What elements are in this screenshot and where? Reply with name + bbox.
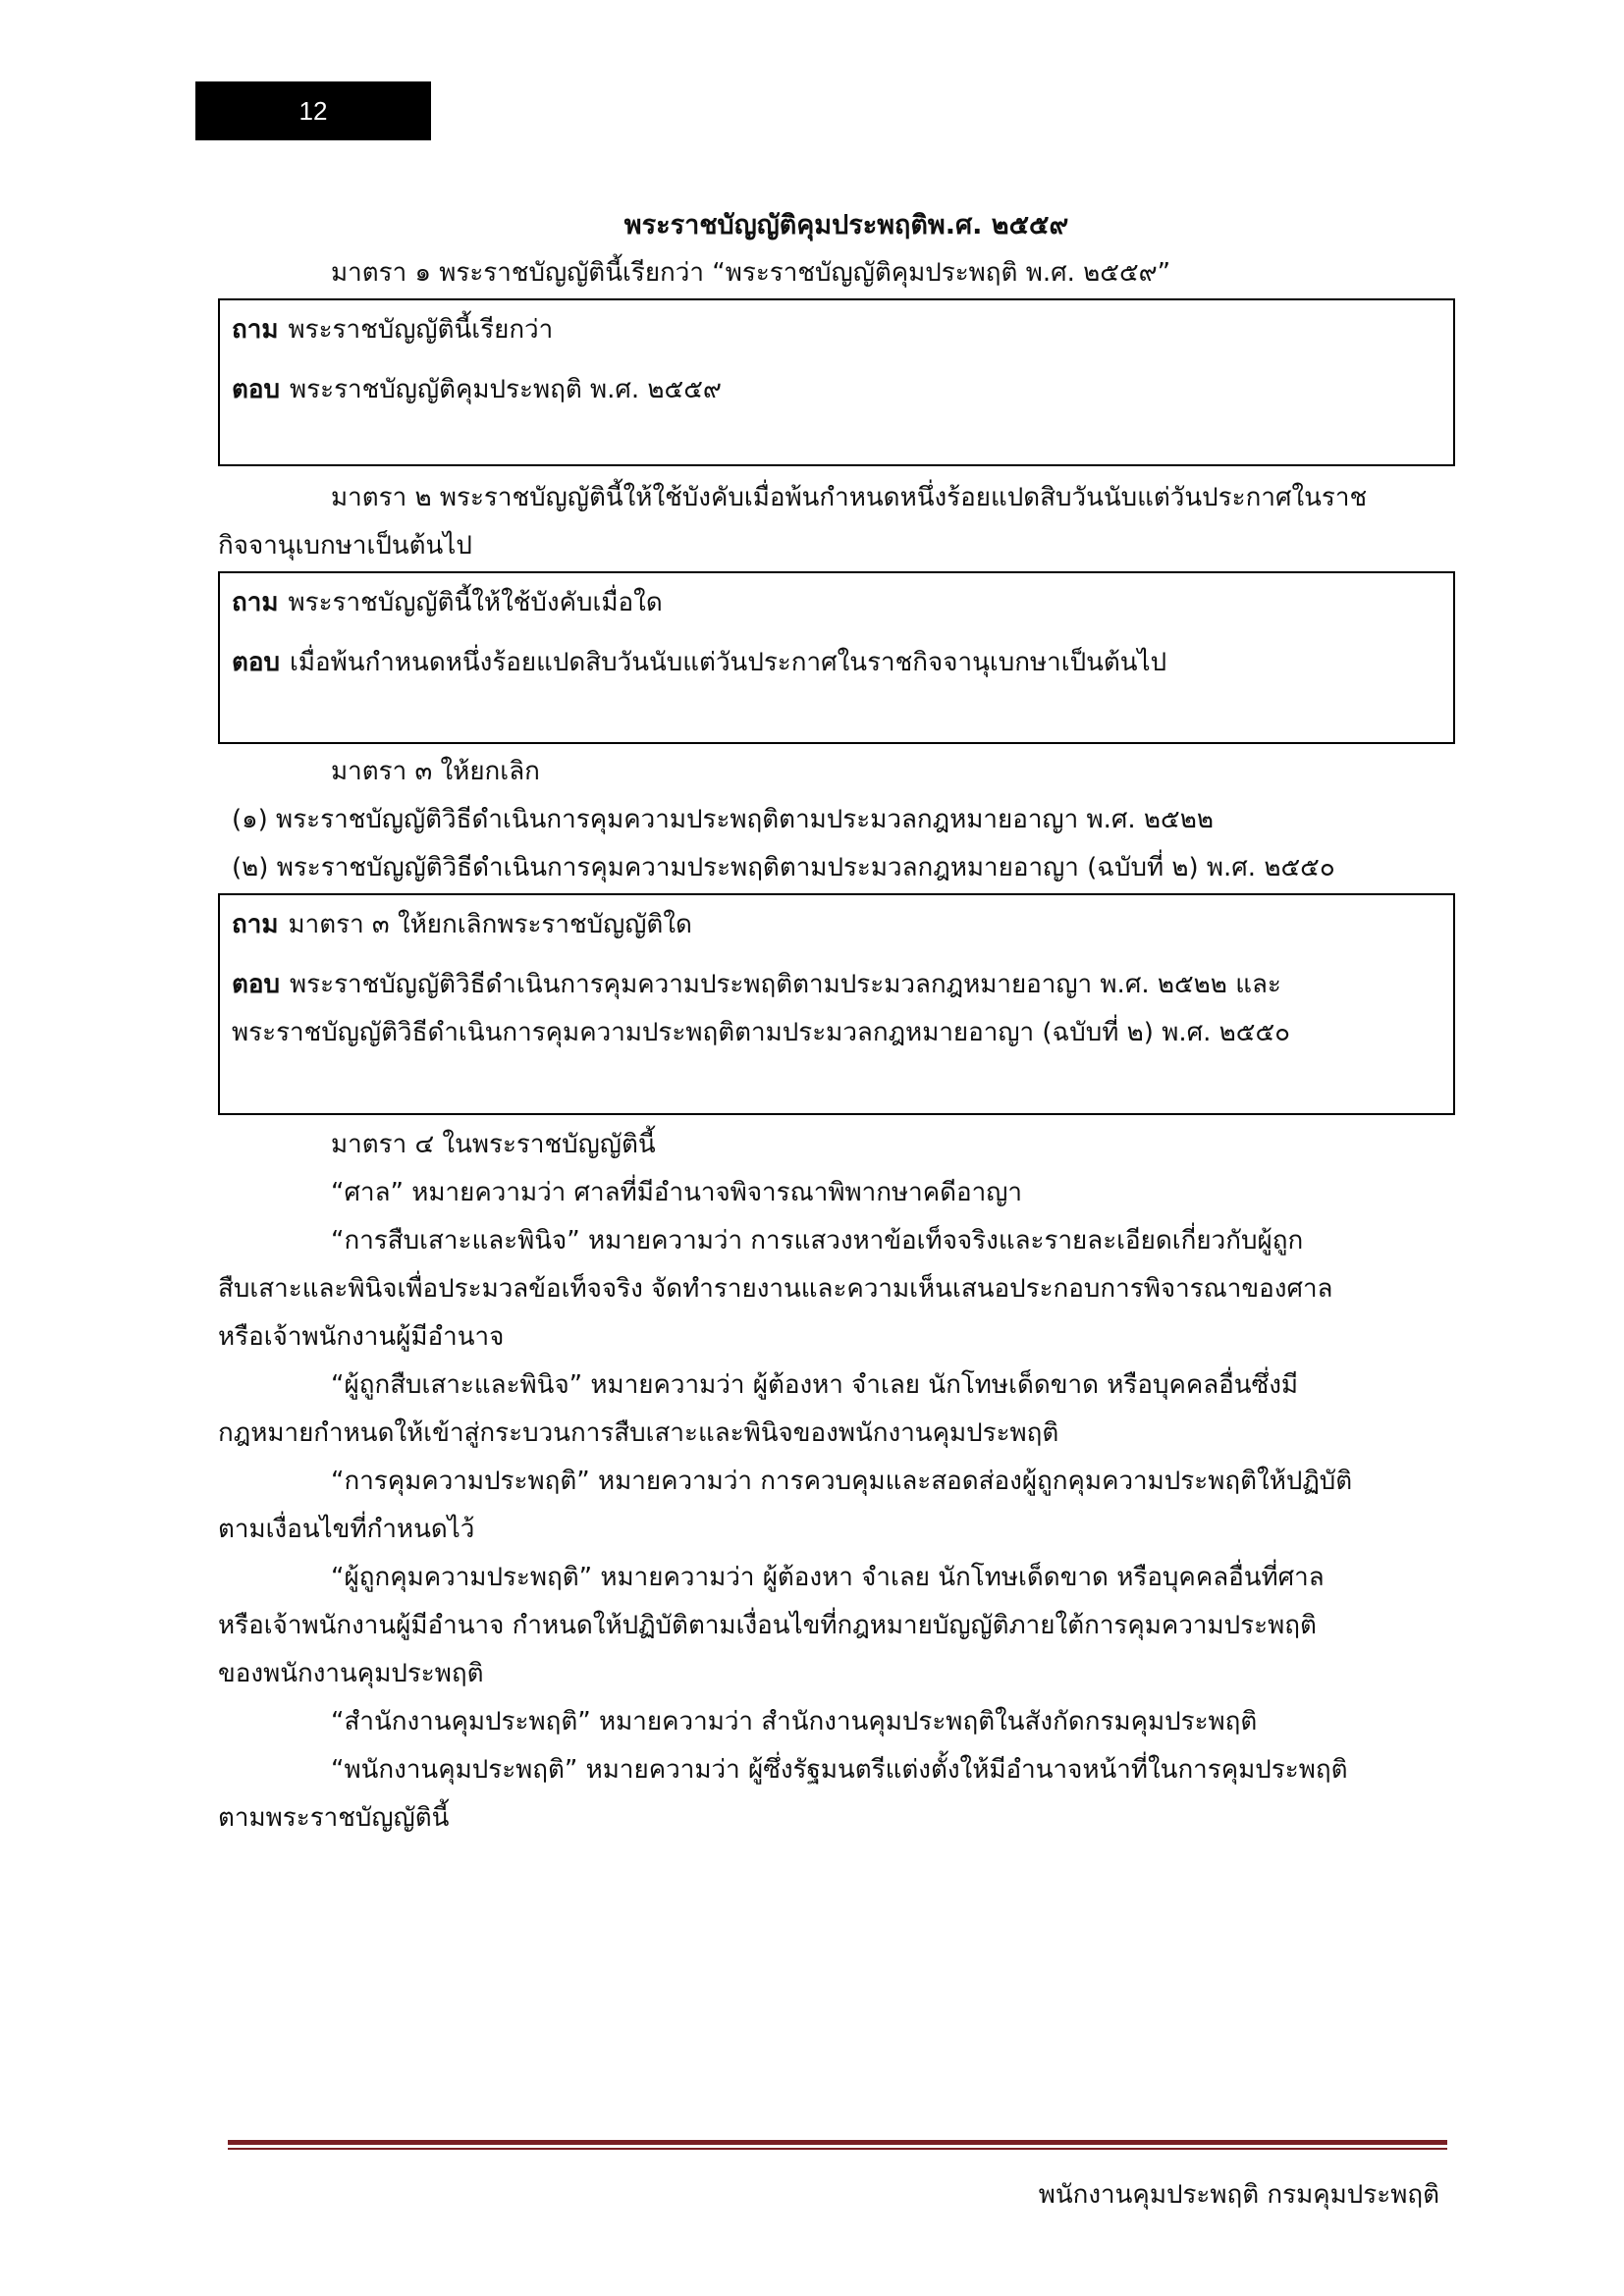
question-text: พระราชบัญญัตินี้เรียกว่า — [288, 315, 554, 345]
question-row — [232, 579, 1441, 627]
document-title: พระราชบัญญัติคุมประพฤติพ.ศ. ๒๕๕๙ — [623, 210, 1069, 240]
definition-investigation-cont: สืบเสาะและพินิจเพื่อประมวลข้อเท็จจริง จัดทำรายงานและความเห็นเสนอประกอบการพิจารณาของศาล — [218, 1274, 1333, 1304]
answer-label: ตอบ — [232, 375, 281, 404]
section-2-line-1: มาตรา ๒ พระราชบัญญัตินี้ให้ใช้บังคับเมื่อพ้นกำหนดหนึ่งร้อยแปดสิบวันนับแต่วันประกาศในราช — [331, 483, 1368, 512]
question-row — [232, 901, 1441, 949]
footer-text: พนักงานคุมประพฤติ กรมคุมประพฤติ — [1038, 2180, 1439, 2210]
definition-probationer-cont: ของพนักงานคุมประพฤติ — [218, 1659, 484, 1688]
answer-row — [232, 366, 1441, 414]
answer-row — [232, 961, 1441, 1009]
footer-divider-thin — [228, 2148, 1447, 2150]
question-label: ถาม — [232, 910, 279, 939]
answer-row-continued — [232, 1009, 1441, 1057]
section-2-line-2: กิจจานุเบกษาเป็นต้นไป — [218, 531, 472, 561]
definition-investigated-person: “ผู้ถูกสืบเสาะและพินิจ” หมายความว่า ผู้ต้องหา จำเลย นักโทษเด็ดขาด หรือบุคคลอื่นซึ่งมี — [331, 1370, 1299, 1400]
definition-probation-office: “สำนักงานคุมประพฤติ” หมายความว่า สำนักงานคุมประพฤติในสังกัดกรมคุมประพฤติ — [331, 1707, 1258, 1736]
definition-probationer: “ผู้ถูกคุมความประพฤติ” หมายความว่า ผู้ต้องหา จำเลย นักโทษเด็ดขาด หรือบุคคลอื่นที่ศาล — [331, 1563, 1325, 1592]
page-number: 12 — [195, 81, 431, 140]
section-3-text: มาตรา ๓ ให้ยกเลิก — [331, 757, 540, 786]
question-text: พระราชบัญญัตินี้ให้ใช้บังคับเมื่อใด — [288, 588, 663, 617]
question-label: ถาม — [232, 588, 279, 617]
document-body — [218, 201, 1455, 1842]
qa-box-section-1 — [218, 298, 1455, 466]
qa-box-section-3 — [218, 893, 1455, 1115]
definition-investigated-person-cont: กฎหมายกำหนดให้เข้าสู่กระบวนการสืบเสาะและพินิจของพนักงานคุมประพฤติ — [218, 1418, 1059, 1448]
question-text: มาตรา ๓ ให้ยกเลิกพระราชบัญญัติใด — [288, 910, 692, 939]
definition-probation-cont: ตามเงื่อนไขที่กำหนดไว้ — [218, 1515, 475, 1544]
qa-box-section-2 — [218, 571, 1455, 744]
definition-probation-officer: “พนักงานคุมประพฤติ” หมายความว่า ผู้ซึ่งรัฐมนตรีแต่งตั้งให้มีอำนาจหน้าที่ในการคุมประพฤติ — [331, 1755, 1348, 1785]
answer-label: ตอบ — [232, 648, 281, 677]
section-3-item-2: (๒) พระราชบัญญัติวิธีดำเนินการคุมความประพฤติตามประมวลกฎหมายอาญา (ฉบับที่ ๒) พ.ศ. ๒๕๕๐ — [232, 853, 1335, 882]
definition-court: “ศาล” หมายความว่า ศาลที่มีอำนาจพิจารณาพิพากษาคดีอาญา — [331, 1178, 1022, 1207]
definition-probation-officer-cont: ตามพระราชบัญญัตินี้ — [218, 1803, 450, 1833]
section-4-text: มาตรา ๔ ในพระราชบัญญัตินี้ — [331, 1130, 656, 1159]
answer-text: เมื่อพ้นกำหนดหนึ่งร้อยแปดสิบวันนับแต่วันประกาศในราชกิจจานุเบกษาเป็นต้นไป — [290, 648, 1167, 677]
definition-probationer-cont: หรือเจ้าพนักงานผู้มีอำนาจ กำหนดให้ปฏิบัติตามเงื่อนไขที่กฎหมายบัญญัติภายใต้การคุมความประพฤติ — [218, 1611, 1317, 1640]
answer-row — [232, 639, 1441, 687]
question-row — [232, 306, 1441, 354]
section-1-text: มาตรา ๑ พระราชบัญญัตินี้เรียกว่า “พระราชบัญญัติคุมประพฤติ พ.ศ. ๒๕๕๙” — [331, 258, 1171, 288]
question-label: ถาม — [232, 315, 279, 345]
section-3-item-1: (๑) พระราชบัญญัติวิธีดำเนินการคุมความประพฤติตามประมวลกฎหมายอาญา พ.ศ. ๒๕๒๒ — [232, 805, 1214, 834]
definition-investigation-cont: หรือเจ้าพนักงานผู้มีอำนาจ — [218, 1322, 505, 1352]
definition-probation: “การคุมความประพฤติ” หมายความว่า การควบคุมและสอดส่องผู้ถูกคุมความประพฤติให้ปฏิบัติ — [331, 1467, 1353, 1496]
footer-divider — [228, 2140, 1447, 2145]
answer-text-line-1: พระราชบัญญัติวิธีดำเนินการคุมความประพฤติตามประมวลกฎหมายอาญา พ.ศ. ๒๕๒๒ และ — [290, 970, 1281, 999]
answer-text: พระราชบัญญัติคุมประพฤติ พ.ศ. ๒๕๕๙ — [290, 375, 722, 404]
answer-label: ตอบ — [232, 970, 281, 999]
answer-text-line-2: พระราชบัญญัติวิธีดำเนินการคุมความประพฤติตามประมวลกฎหมายอาญา (ฉบับที่ ๒) พ.ศ. ๒๕๕๐ — [232, 1018, 1291, 1047]
definition-investigation: “การสืบเสาะและพินิจ” หมายความว่า การแสวงหาข้อเท็จจริงและรายละเอียดเกี่ยวกับผู้ถูก — [331, 1226, 1304, 1255]
